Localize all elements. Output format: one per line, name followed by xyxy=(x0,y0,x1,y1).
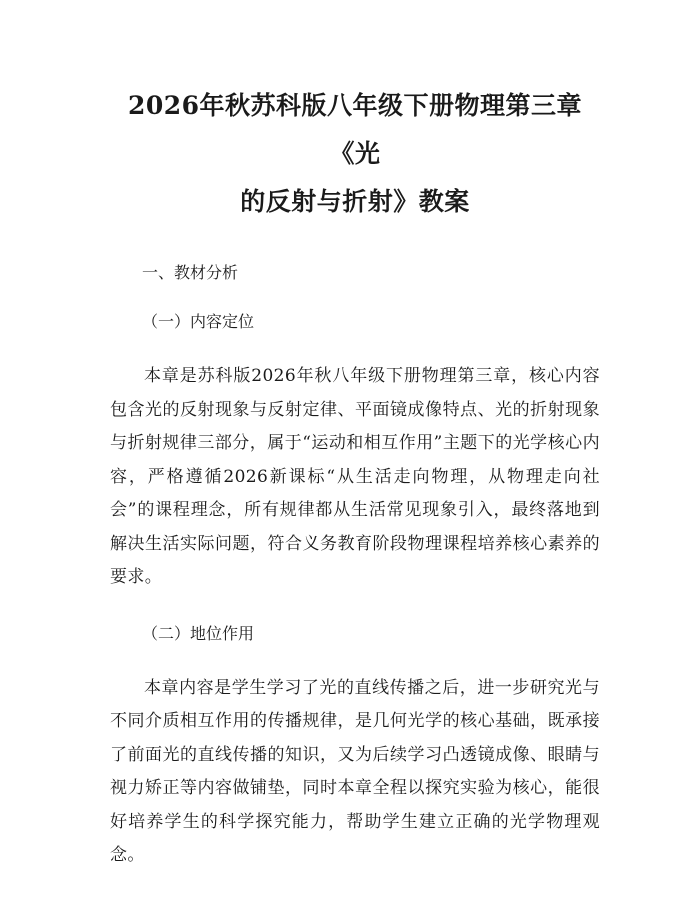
paragraph-content-positioning: 本章是苏科版2026年秋八年级下册物理第三章，核心内容包含光的反射现象与反射定律、平面镜成像特点、光的折射现象与折射规律三部分，属于“运动和相互作用”主题下的光学核心内容，严格遵循2026新课标“从生活走向物理，从物理走向社会”的课程理念，所有规律都从生活常见现象引入，最终落地到解决生活实际问题，符合义务教育阶段物理课程培养核心素养的要求。 xyxy=(110,366,600,587)
title-line-1: 2026年秋苏科版八年级下册物理第三章《光 xyxy=(127,91,583,168)
document-title xyxy=(110,82,600,226)
subsection-heading-status-role: （二）地位作用 xyxy=(142,623,255,643)
section-heading-textbook-analysis: 一、教材分析 xyxy=(142,263,239,282)
subsection-heading-content-positioning: （一）内容定位 xyxy=(142,312,255,331)
paragraph-status-role: 本章内容是学生学习了光的直线传播之后，进一步研究光与不同介质相互作用的传播规律，是几何光学的核心基础，既承接了前面光的直线传播的知识，又为后续学习凸透镜成像、眼睛与视力矫正等内容做铺垫，同时本章全程以探究实验为核心，能很好培养学生的科学探究能力，帮助学生建立正确的光学物理观念。 xyxy=(110,677,600,865)
title-line-2: 的反射与折射》教案 xyxy=(240,187,470,216)
